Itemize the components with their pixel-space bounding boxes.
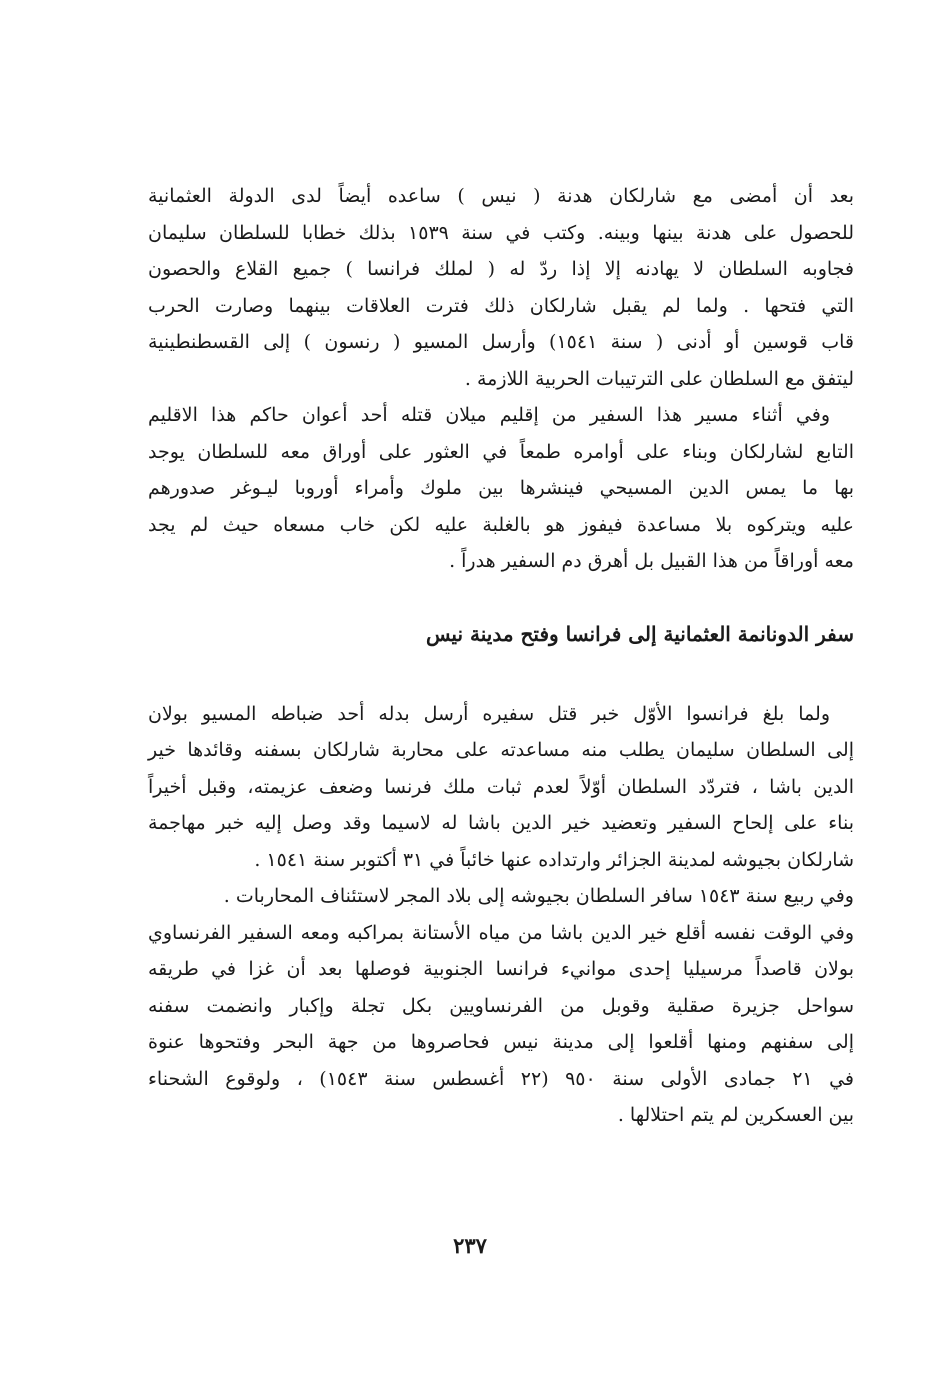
text-line: بها ما يمس الدين المسيحي فينشرها بين ملوك وأمراء أوروبا ليـوغر صدورهم <box>148 477 854 499</box>
text-line: قاب قوسين أو أدنى ( سنة ١٥٤١) وأرسل المسيو ( رنسون ) إلى القسطنطينية <box>148 331 854 353</box>
paragraph-4 <box>148 878 854 915</box>
text-line: التابع لشارلكان وبناء على أوامره طمعاً في العثور على أوراق معه للسلطان يوجد <box>148 440 854 463</box>
paragraph-3 <box>148 696 854 879</box>
spacer <box>148 654 854 696</box>
text-line: في ٢١ جمادى الأولى سنة ٩٥٠ (٢٢ أغسطس سنة ١٥٤٣) ، ولوقوع الشحناء <box>148 1067 855 1090</box>
text-line: فجاوبه السلطان لا يهادنه إلا إذا ردّ له ( لملك فرانسا ) جميع القلاع والحصون <box>148 258 855 280</box>
text-line: بناء على إلحاح السفير وتعضيد خير الدين باشا له لاسيما وقد وصل إليه خبر مهاجمة <box>148 812 854 834</box>
page-body <box>148 178 854 1134</box>
text-line: معه أوراقاً من هذا القبيل بل أهرق دم السفير هدراً . <box>449 550 854 572</box>
text-line: ليتفق مع السلطان على الترتيبات الحربية اللازمة . <box>464 367 854 390</box>
text-line: سواحل جزيرة صقلية وقوبل من الفرنساويين بكل تجلة وإكبار وانضمت سفنه <box>148 994 854 1017</box>
text-line: بين العسكرين لم يتم احتلالها . <box>617 1104 854 1126</box>
text-line: وفي الوقت نفسه أقلع خير الدين باشا من مياه الأستانة بمراكبه ومعه السفير الفرنساوي <box>148 921 854 944</box>
text-line: إلى سفنهم ومنها أقلعوا إلى مدينة نيس فحاصروها من جهة البحر وفتحوها عنوة <box>148 1031 854 1053</box>
paragraph-1 <box>148 178 854 397</box>
spacer <box>148 580 854 614</box>
text-line: التي فتحها . ولما لم يقبل شارلكان ذلك فترت العلاقات بينهما وصارت الحرب <box>148 294 854 317</box>
text-line: شارلكان بجيوشه لمدينة الجزائر وارتداده عنها خائباً في ٣١ أكتوبر سنة ١٥٤١ . <box>254 848 854 871</box>
paragraph-5 <box>148 915 854 1134</box>
text-line: بولان قاصداً مرسيليا إحدى موانيء فرانسا الجنوبية فوصلها بعد أن غزا في طريقه <box>148 958 854 980</box>
text-line: ولما بلغ فرانسوا الأوّل خبر قتل سفيره أرسل بدله أحد ضباطه المسيو بولان <box>148 702 830 725</box>
text-line: عليه ويتركوه بلا مساعدة فيفوز هو بالغلبة عليه لكن خاب مسعاه حيث لم يجد <box>148 513 854 536</box>
text-line: إلى السلطان سليمان يطلب منه مساعدته على محاربة شارلكان بسفنه وقائدها خير <box>148 739 854 761</box>
page-number: ٢٣٧ <box>453 1233 487 1258</box>
text-line: بعد أن أمضى مع شارلكان هدنة ( نيس ) ساعده أيضاً لدى الدولة العثمانية <box>148 185 854 207</box>
text-line: الدين باشا ، فتردّد السلطان أوّلاً لعدم ثبات ملك فرنسا وضعف عزيمته، وقبل أخيراً <box>148 775 854 798</box>
text-line: وفي أثناء مسير هذا السفير من إقليم ميلان قتله أحد أعوان حاكم هذا الاقليم <box>148 404 830 426</box>
text-line: للحصول على هدنة بينها وبينه. وكتب في سنة ١٥٣٩ بذلك خطابا للسلطان سليمان <box>148 221 854 244</box>
paragraph-2 <box>148 397 854 580</box>
section-heading: سفر الدونانمة العثمانية إلى فرانسا وفتح مدينة نيس <box>425 621 854 646</box>
text-line: وفي ربيع سنة ١٥٤٣ سافر السلطان بجيوشه إلى بلاد المجر لاستئناف المحاربات . <box>223 885 854 907</box>
